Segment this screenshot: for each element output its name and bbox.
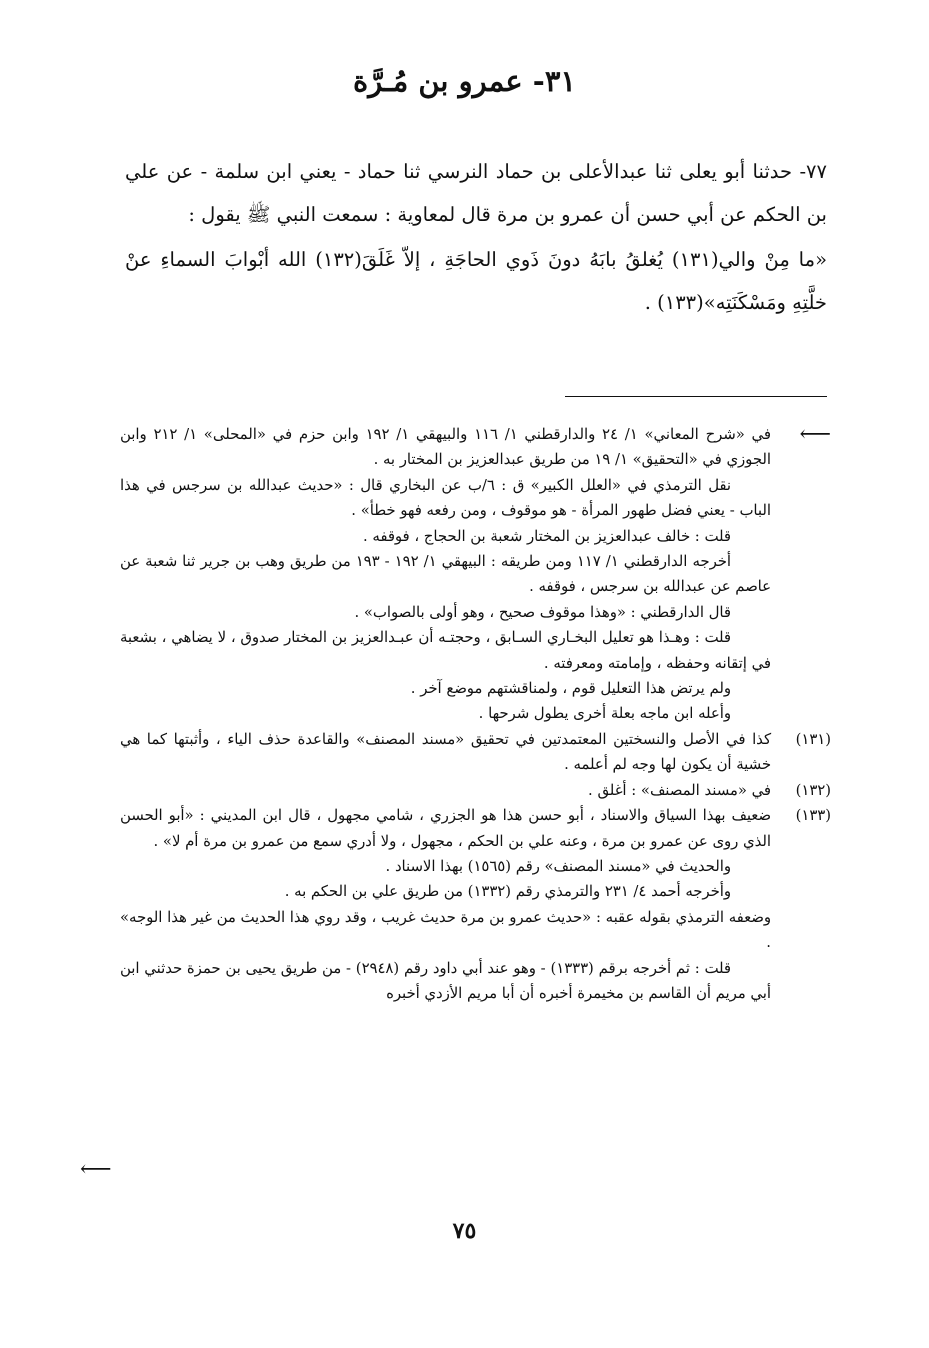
footnote-paragraph: قلت : خالف عبدالعزيز بن المختار شعبة بن الحجاج ، فوقفه . [363, 527, 731, 545]
footnote-number: (١٣٢) [795, 781, 831, 799]
footnote-body [120, 803, 771, 1006]
footnote-paragraph: كذا في الأصل والنسختين المعتمدتين في تحقيق «مسند المصنف» والقاعدة حذف الياء ، وأثبتها كما هي خشية أن يكون لها وجه لم أعلمه . [120, 730, 771, 774]
footnote-separator [565, 396, 827, 397]
hadith-isnad: ٧٧- حدثنا أبو يعلى ثنا عبدالأعلى بن حماد النرسي ثنا حماد - يعني ابن سلمة - عن علي بن الحكم عن أبي حسن أن عمرو بن مرة قال لمعاوية : سمعت النبي ﷺ يقول : [125, 160, 827, 226]
footnote-133 [120, 803, 831, 1006]
footnote-paragraph: نقل الترمذي في «العلل الكبير» ق : ٦/ب عن البخاري قال : «حديث عبدالله بن سرجس في هذا الباب - يعني فضل طهور المرأة - هو موقوف ، ومن رفعه فهو خطأ» . [120, 476, 771, 520]
footnote-number: (١٣١) [795, 730, 831, 748]
hadith-section [125, 150, 827, 324]
footnote-paragraph: أخرجه الدارقطني ١/ ١١٧ ومن طريقه : البيهقي ١/ ١٩٢ - ١٩٣ من طريق وهب بن جرير ثنا شعبة عن عاصم عن عبدالله بن سرجس ، فوقفه . [120, 553, 771, 596]
footnote-paragraph: في «شرح المعاني» ١/ ٢٤ والدارقطني ١/ ١١٦ والبيهقي ١/ ١٩٢ وابن حزم في «المحلى» ١/ ٢١٢ وابن الجوزي في «التحقيق» ١/ ١٩ من طريق عبدالعزيز بن المختار به . [120, 426, 771, 469]
continues-arrow-icon: ⟵ [80, 1157, 112, 1182]
footnote-body [120, 422, 771, 727]
footnote-paragraph: وأخرجه أحمد ٤/ ٢٣١ والترمذي رقم (١٣٣٢) من طريق علي بن الحكم به . [284, 883, 731, 901]
footnote-body [120, 778, 771, 803]
footnote-number: (١٣٣) [795, 807, 831, 825]
footnote-paragraph: ضعيف بهذا السياق والاسناد ، أبو حسن هذا هو الجزري ، شامي مجهول ، قال ابن المديني : «أبو الحسن الذي روى عن عمرو بن مرة ، وعنه علي بن الحكم ، مجهول ، ولا أدري سمع من عمرو بن مرة أم لا» . [120, 807, 771, 850]
footnote-body [120, 727, 771, 778]
footnote-continued [120, 422, 831, 727]
footnote-paragraph: وضعفه الترمذي بقوله عقبه : «حديث عمرو بن مرة حديث غريب ، وقد روي هذا الحديث من غير هذا الوجه» . [120, 908, 771, 952]
chapter-title: ٣١- عمرو بن مُـرَّة [353, 64, 576, 98]
page-number: ٧٥ [452, 1218, 477, 1244]
continuation-arrow-icon: ⟵ [799, 422, 831, 447]
footnote-paragraph: في «مسند المصنف» : أغلق . [588, 781, 771, 799]
footnote-paragraph: والحديث في «مسند المصنف» رقم (١٥٦٥) بهذا الاسناد . [385, 857, 731, 875]
hadith-text: «ما مِنْ والي(١٣١) يُغلقُ بابَهُ دونَ ذَوي الحاجَةِ ، إلاّ غَلَقَ(١٣٢) الله أبْوابَ السماءِ عنْ خلَّتِهِ ومَسْكَنَتِه»(١٣٣) . [125, 248, 828, 314]
footnote-paragraph: قلت : ثم أخرجه برقم (١٣٣٣) - وهو عند أبي داود رقم (٢٩٤٨) - من طريق يحيى بن حمزة حدثني ابن أبي مريم أن القاسم بن مخيمرة أخبره أن أبا مريم الأزدي أخبره [120, 959, 771, 1002]
footnote-paragraph: قلت : وهـذا هو تعليل البخـاري السـابق ، وحجتـه أن عبـدالعزيز بن المختار صدوق ، لا يضاهي ، بشعبة في إتقانه وحفظه ، وإمامته ومعرفته . [120, 629, 771, 672]
footnotes [120, 422, 831, 1006]
footnote-paragraph: وأعله ابن ماجه بعلة أخرى يطول شرحها . [478, 705, 731, 723]
footnote-132 [120, 778, 831, 803]
footnote-131 [120, 727, 831, 778]
footnote-paragraph: ولم يرتض هذا التعليل قوم ، ولمناقشتهم موضع آخر . [410, 680, 731, 698]
footnote-paragraph: قال الدارقطني : «وهذا موقوف صحيح ، وهو أولى بالصواب» . [354, 603, 731, 621]
